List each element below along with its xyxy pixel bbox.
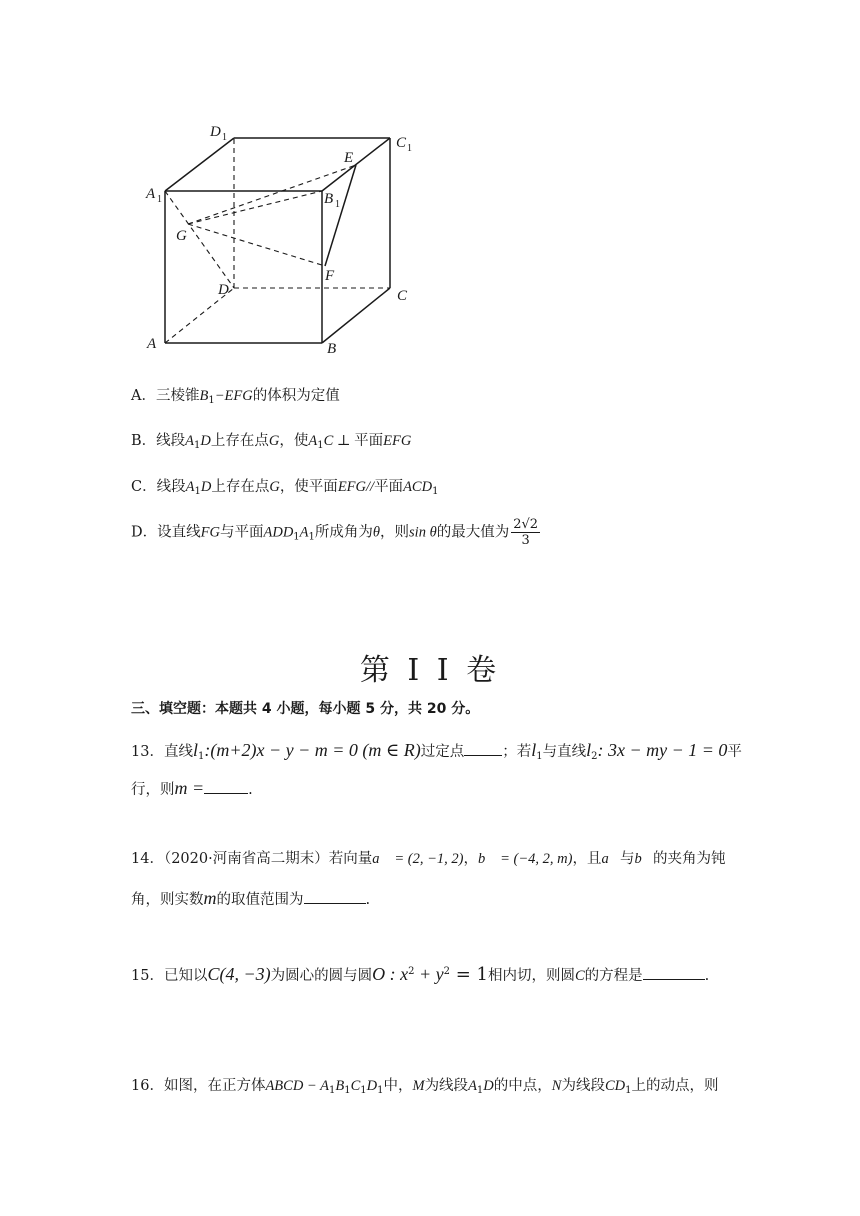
label-D1-sub: 1 bbox=[222, 132, 227, 143]
label-C1-sub: 1 bbox=[407, 143, 412, 154]
option-c: C．线段$A_1D$上存在点G，使平面EFG//平面$ACD_1$ bbox=[131, 479, 439, 497]
label-D: D bbox=[218, 282, 229, 298]
question-14-line2: 角，则实数m的取值范围为 . bbox=[131, 888, 371, 908]
section-heading: 三、填空题：本题共 4 小题，每小题 5 分，共 20 分。 bbox=[131, 701, 480, 717]
answer-blank[interactable] bbox=[204, 777, 248, 794]
label-B: B bbox=[327, 341, 337, 357]
answer-blank[interactable] bbox=[643, 963, 705, 980]
label-C: C bbox=[397, 288, 408, 304]
label-G: G bbox=[176, 228, 187, 244]
edge-BC bbox=[322, 288, 390, 343]
hidden-segment-GF bbox=[188, 224, 325, 266]
label-D1: D bbox=[210, 124, 221, 140]
segment-EF bbox=[325, 165, 356, 266]
question-15: 15．已知以C(4, −3)为圆心的圆与圆O : $x^2 + y^2 = 1$相内切，则圆C的方程是 . bbox=[131, 964, 710, 985]
question-13-line2: 行，则m = . bbox=[131, 778, 253, 798]
cube-figure bbox=[138, 120, 428, 360]
question-16: 16．如图，在正方体ABCD − $A_1B_1C_1D_1$中，M为线段$A_1D$的中点，N为线段$CD_1$上的动点，则 bbox=[131, 1078, 719, 1096]
label-A1-sub: 1 bbox=[157, 194, 162, 205]
edge-B1C1 bbox=[322, 138, 390, 191]
option-b: B．线段$A_1D$上存在点G，使$A_1C$ ⊥ 平面EFG bbox=[131, 433, 412, 451]
label-F: F bbox=[325, 268, 335, 284]
edge-A1D1 bbox=[165, 138, 234, 191]
question-14-line1: 14．（2020·河南省高二期末）若向量a⃗ = (2, −1, 2)，b⃗ = (−4, 2, m)，且a⃗与b⃗的夹角为钝 bbox=[131, 851, 726, 867]
label-C1: C bbox=[396, 135, 407, 151]
label-A: A bbox=[147, 336, 157, 352]
answer-blank[interactable] bbox=[464, 739, 502, 756]
answer-blank[interactable] bbox=[304, 887, 366, 904]
hidden-segment-GB1 bbox=[188, 191, 322, 224]
question-13-line1: 13．直线$l_1:(m+2)x - y - m = 0$ (m ∈ R)过定点 ；若$l_1$与直线$l_2$: 3x − my − 1 = 0平 bbox=[131, 740, 742, 762]
fraction-2root2-over-3: $\frac{2√2}{3}$ bbox=[513, 517, 539, 548]
option-d: D．设直线FG与平面$ADD_1A_1$所成角为θ，则sin θ的最大值为 $\frac{2√2}{3}$ bbox=[131, 517, 539, 548]
option-a: A．三棱锥$B_1-EFG$的体积为定值 bbox=[131, 388, 340, 406]
label-E: E bbox=[344, 150, 354, 166]
label-A1: A bbox=[146, 186, 156, 202]
label-B1: B bbox=[324, 191, 334, 207]
section-title: 第 I I 卷 bbox=[359, 653, 501, 688]
label-B1-sub: 1 bbox=[335, 199, 340, 210]
